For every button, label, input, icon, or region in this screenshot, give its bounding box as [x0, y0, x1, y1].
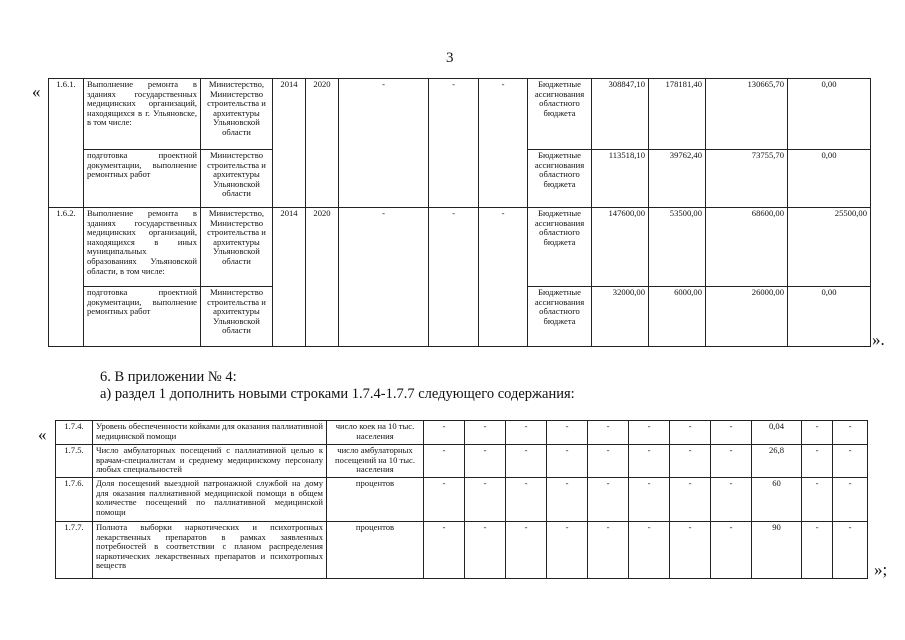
cell-dash: - [465, 445, 506, 478]
year-start: 2014 [273, 79, 306, 208]
activity-name: подготовка проектной документации, выполнение ремонтных работ [84, 150, 201, 208]
cell-dash: - [479, 208, 528, 347]
table-1 [48, 78, 871, 347]
year-end: 2020 [306, 79, 339, 208]
amount: 6000,00 [649, 287, 706, 347]
cell-dash: - [833, 478, 868, 522]
amount: 39762,40 [649, 150, 706, 208]
row-number: 1.6.2. [49, 208, 84, 347]
unit: процентов [327, 478, 424, 522]
amount: 130665,70 [706, 79, 788, 150]
funding-source: Бюджетные ассигнования областного бюджета [528, 79, 592, 150]
quote-open-1: « [32, 82, 41, 101]
page-number: 3 [446, 50, 454, 66]
cell-dash: - [670, 421, 711, 445]
cell-dash: - [802, 478, 833, 522]
cell-dash: - [588, 478, 629, 522]
table-row [56, 421, 868, 445]
cell-dash: - [506, 522, 547, 579]
indicator-value: 90 [752, 522, 802, 579]
amount: 0,00 [788, 79, 871, 150]
cell-dash: - [588, 522, 629, 579]
cell-dash: - [429, 79, 479, 208]
cell-dash: - [339, 79, 429, 208]
row-number: 1.7.4. [56, 421, 93, 445]
cell-dash: - [506, 445, 547, 478]
cell-dash: - [506, 421, 547, 445]
table-row [56, 445, 868, 478]
amount: 147600,00 [592, 208, 649, 287]
cell-dash: - [629, 522, 670, 579]
row-number: 1.6.1. [49, 79, 84, 208]
table-row [56, 522, 868, 579]
cell-dash: - [506, 478, 547, 522]
cell-dash: - [479, 79, 528, 208]
activity-name: Выполнение ремонта в зданиях государственных медицинских организаций, находящихся в иных муниципальных образованиях Ульяновской области, в том числе: [84, 208, 201, 287]
indicator-value: 60 [752, 478, 802, 522]
indicator-value: 0,04 [752, 421, 802, 445]
cell-dash: - [711, 445, 752, 478]
indicator-name: Полнота выборки наркотических и психотропных лекарственных препаратов в рамках заявленных потребностей в соответствии с планом распределения наркотических лекарственных препаратов и психотропных веществ [93, 522, 327, 579]
cell-dash: - [547, 445, 588, 478]
amount: 0,00 [788, 287, 871, 347]
cell-dash: - [833, 445, 868, 478]
executor: Министерство, Министерство строительства и архитектуры Ульяновской области [201, 79, 273, 150]
table-row [56, 478, 868, 522]
cell-dash: - [802, 522, 833, 579]
cell-dash: - [711, 421, 752, 445]
activity-name: подготовка проектной документации, выполнение ремонтных работ [84, 287, 201, 347]
funding-source: Бюджетные ассигнования областного бюджета [528, 287, 592, 347]
row-number: 1.7.5. [56, 445, 93, 478]
unit: число амбулаторных посещений на 10 тыс. населения [327, 445, 424, 478]
quote-open-2: « [38, 425, 47, 444]
cell-dash: - [465, 478, 506, 522]
amount: 25500,00 [788, 208, 871, 287]
quote-close-2: »; [874, 560, 888, 579]
cell-dash: - [833, 421, 868, 445]
table-row [49, 79, 871, 150]
indicator-name: Доля посещений выездной патронажной службой на дому для оказания паллиативной медицинской помощи в общем количестве посещений по паллиативной медицинской помощи [93, 478, 327, 522]
indicator-value: 26,8 [752, 445, 802, 478]
executor: Министерство строительства и архитектуры Ульяновской области [201, 287, 273, 347]
amount: 0,00 [788, 150, 871, 208]
amount: 53500,00 [649, 208, 706, 287]
indicator-name: Уровень обеспеченности койками для оказания паллиативной медицинской помощи [93, 421, 327, 445]
cell-dash: - [833, 522, 868, 579]
row-number: 1.7.7. [56, 522, 93, 579]
executor: Министерство строительства и архитектуры Ульяновской области [201, 150, 273, 208]
cell-dash: - [629, 445, 670, 478]
cell-dash: - [424, 478, 465, 522]
cell-dash: - [424, 445, 465, 478]
unit: число коек на 10 тыс. населения [327, 421, 424, 445]
quote-close-1: ». [872, 330, 885, 349]
cell-dash: - [802, 445, 833, 478]
cell-dash: - [629, 421, 670, 445]
cell-dash: - [339, 208, 429, 347]
section-subheading: а) раздел 1 дополнить новыми строками 1.7.4-1.7.7 следующего содержания: [100, 386, 575, 402]
funding-source: Бюджетные ассигнования областного бюджета [528, 150, 592, 208]
cell-dash: - [711, 522, 752, 579]
cell-dash: - [424, 421, 465, 445]
activity-name: Выполнение ремонта в зданиях государственных медицинских организаций, находящихся в г. Ульяновске, в том числе: [84, 79, 201, 150]
unit: процентов [327, 522, 424, 579]
funding-source: Бюджетные ассигнования областного бюджета [528, 208, 592, 287]
cell-dash: - [465, 421, 506, 445]
amount: 68600,00 [706, 208, 788, 287]
cell-dash: - [711, 478, 752, 522]
cell-dash: - [465, 522, 506, 579]
table-2 [55, 420, 868, 579]
cell-dash: - [547, 421, 588, 445]
table-row [49, 208, 871, 287]
year-end: 2020 [306, 208, 339, 347]
amount: 73755,70 [706, 150, 788, 208]
cell-dash: - [547, 522, 588, 579]
amount: 113518,10 [592, 150, 649, 208]
amount: 32000,00 [592, 287, 649, 347]
amount: 26000,00 [706, 287, 788, 347]
cell-dash: - [670, 522, 711, 579]
executor: Министерство, Министерство строительства и архитектуры Ульяновской области [201, 208, 273, 287]
year-start: 2014 [273, 208, 306, 347]
cell-dash: - [629, 478, 670, 522]
cell-dash: - [588, 445, 629, 478]
amount: 178181,40 [649, 79, 706, 150]
cell-dash: - [429, 208, 479, 347]
indicator-name: Число амбулаторных посещений с паллиативной целью к врачам-специалистам и среднему медицинскому персоналу любых специальностей [93, 445, 327, 478]
section-heading: 6. В приложении № 4: [100, 369, 237, 385]
cell-dash: - [588, 421, 629, 445]
row-number: 1.7.6. [56, 478, 93, 522]
amount: 308847,10 [592, 79, 649, 150]
cell-dash: - [424, 522, 465, 579]
cell-dash: - [670, 478, 711, 522]
cell-dash: - [802, 421, 833, 445]
cell-dash: - [547, 478, 588, 522]
cell-dash: - [670, 445, 711, 478]
